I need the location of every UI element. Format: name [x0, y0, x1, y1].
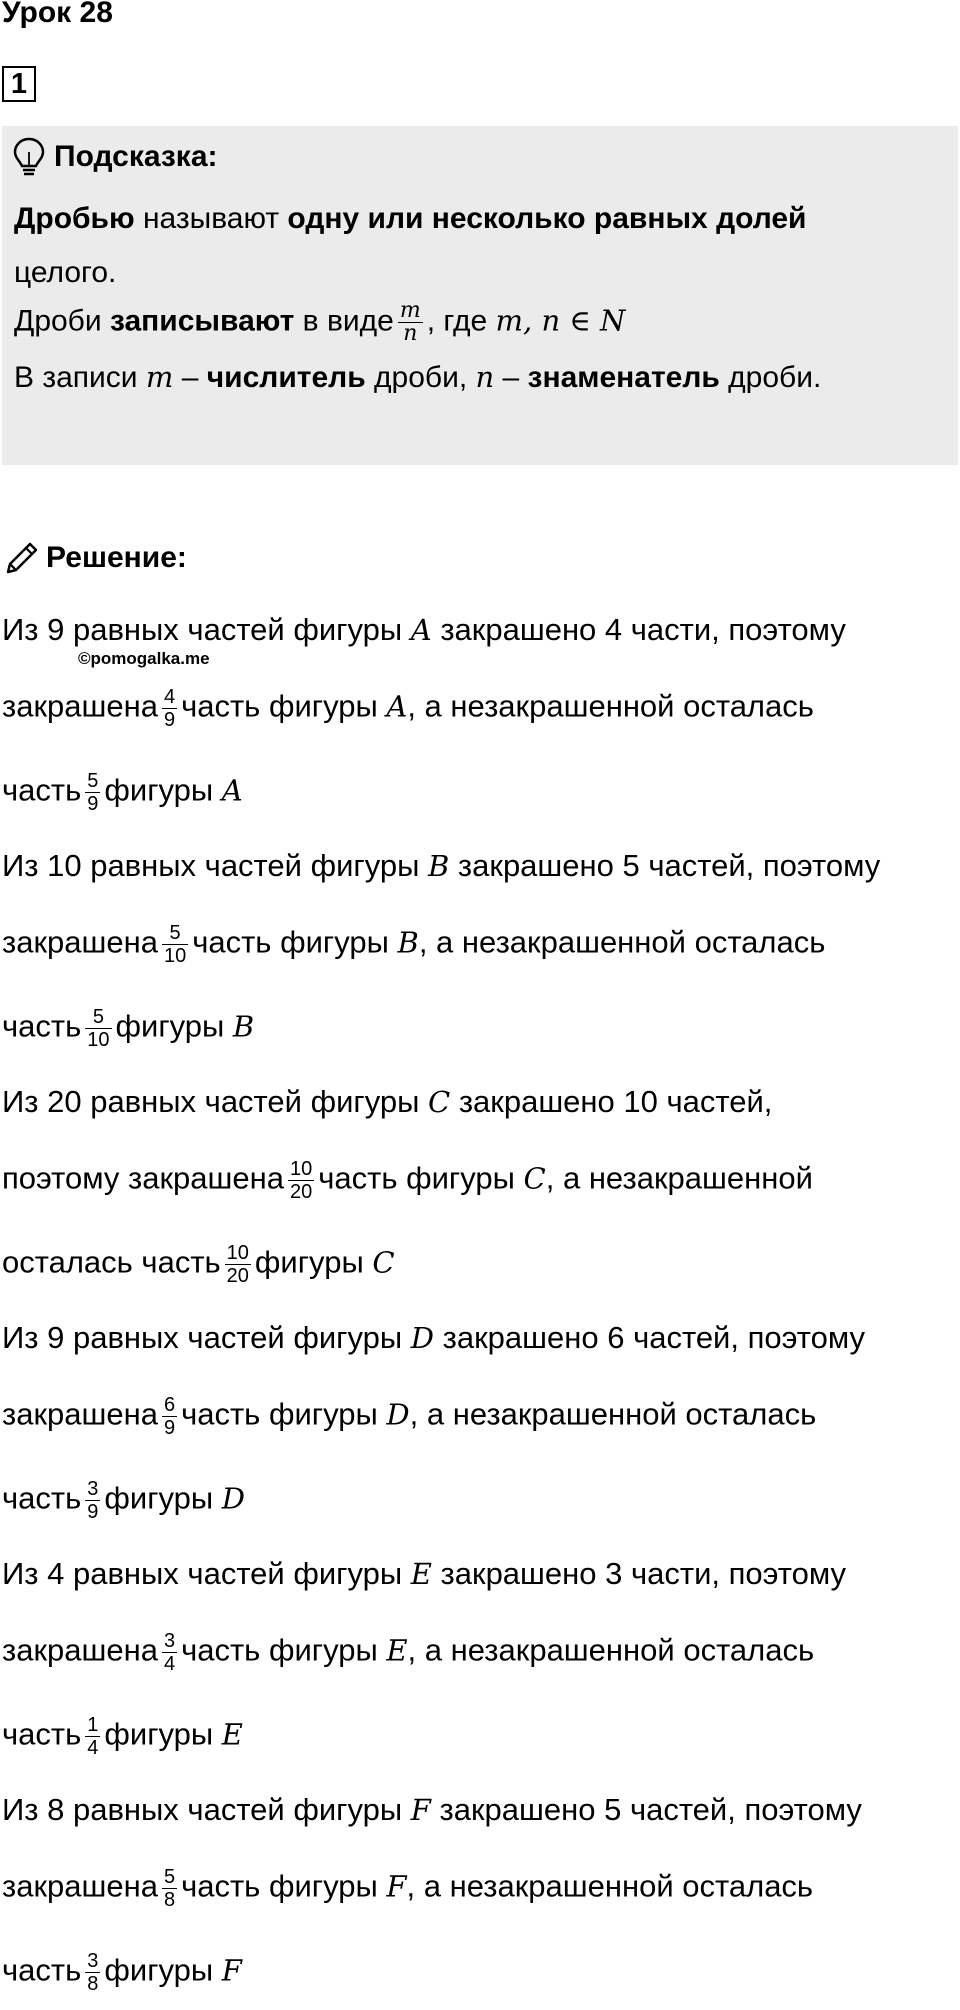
denominator: 8 — [163, 1889, 176, 1911]
text: часть — [2, 1480, 82, 1516]
pencil-icon — [4, 540, 40, 576]
hint-panel — [2, 126, 958, 465]
text: Дроби — [14, 304, 110, 338]
text: Из 4 равных частей фигуры — [2, 1556, 411, 1591]
text: часть фигуры — [192, 924, 398, 960]
term-denominator: знаменатель — [527, 361, 720, 394]
term-written: записывают — [109, 304, 295, 338]
fraction-shaded — [288, 1158, 314, 1203]
text: Из 8 равных частей фигуры — [2, 1792, 411, 1827]
text: закрашена — [2, 1396, 158, 1432]
text: часть фигуры — [181, 1868, 387, 1904]
text: часть — [2, 1716, 82, 1752]
denominator: 10 — [87, 1029, 110, 1051]
solution-line — [2, 1158, 813, 1203]
numerator: 5 — [163, 1866, 176, 1888]
figure-label: A — [410, 613, 432, 647]
text: , а незакрашенной осталась — [418, 924, 826, 960]
hint-title: Подсказка: — [54, 140, 218, 173]
solution-line — [2, 1630, 814, 1675]
denominator: 8 — [87, 1973, 99, 1995]
text: закрашена — [2, 688, 158, 724]
text: , а незакрашенной осталась — [407, 688, 814, 724]
figure-label: B — [397, 925, 419, 960]
denominator: 9 — [87, 793, 99, 815]
lightbulb-icon — [12, 136, 46, 178]
solution-line — [2, 610, 846, 650]
fraction-unshaded — [85, 1950, 100, 1995]
text: , а незакрашенной — [545, 1160, 813, 1196]
text: фигуры — [104, 772, 222, 808]
solution-line — [2, 1318, 865, 1358]
text: в виде — [294, 304, 394, 338]
fraction-unshaded — [225, 1242, 251, 1287]
denominator: 20 — [226, 1265, 249, 1287]
numerator: 1 — [87, 1714, 99, 1736]
text: дроби, — [365, 361, 476, 394]
text: Из 10 равных частей фигуры — [2, 848, 428, 883]
figure-label: F — [386, 1869, 407, 1904]
text: закрашено 5 частей, поэтому — [430, 1792, 862, 1827]
numerator: 10 — [226, 1242, 249, 1264]
task-number: 1 — [2, 66, 36, 102]
denominator: 9 — [163, 1417, 176, 1439]
numerator: 5 — [162, 922, 188, 945]
figure-label: F — [410, 1793, 431, 1827]
hint-line-1 — [14, 202, 807, 236]
text: часть фигуры — [318, 1160, 524, 1196]
fraction-unshaded — [85, 1478, 100, 1523]
figure-label: B — [428, 849, 450, 883]
solution-line — [2, 1478, 245, 1523]
solution-header — [4, 540, 187, 576]
solution-line — [2, 846, 880, 886]
solution-line — [2, 1950, 242, 1995]
solution-line — [2, 1866, 813, 1911]
figure-label: F — [221, 1953, 242, 1988]
var-n: n — [475, 360, 495, 394]
text: Из 9 равных частей фигуры — [2, 1320, 411, 1355]
fraction-shaded — [162, 1394, 177, 1439]
text: В записи — [14, 361, 146, 394]
text: фигуры — [115, 1008, 233, 1044]
solution-line — [2, 922, 825, 967]
hint-line-2: целого. — [14, 256, 117, 289]
fraction-m-n — [398, 300, 423, 345]
solution-line — [2, 1082, 772, 1122]
solution-line — [2, 1790, 862, 1830]
figure-label: C — [372, 1245, 395, 1280]
fraction-shaded — [162, 922, 188, 967]
text: часть фигуры — [181, 688, 387, 724]
denominator: 20 — [290, 1181, 313, 1203]
numerator: 5 — [85, 1006, 111, 1029]
text: дроби. — [719, 361, 822, 394]
text: часть — [2, 772, 82, 808]
denominator: 4 — [163, 1653, 176, 1675]
term-equal-parts: одну или несколько равных долей — [287, 202, 807, 235]
text: , а незакрашенной осталась — [406, 1868, 814, 1904]
term-fraction: Дробью — [14, 202, 135, 235]
figure-label: A — [386, 689, 408, 724]
solution-line — [2, 686, 814, 731]
numerator: 6 — [163, 1394, 176, 1416]
numerator: 10 — [290, 1158, 313, 1180]
figure-label: A — [221, 773, 243, 808]
text: закрашено 3 части, поэтому — [431, 1556, 847, 1591]
fraction-shaded — [162, 686, 177, 731]
text: закрашено 4 части, поэтому — [431, 612, 846, 647]
figure-label: D — [221, 1481, 246, 1516]
text: закрашено 6 частей, поэтому — [434, 1320, 866, 1355]
hint-header — [12, 136, 218, 178]
solution-line — [2, 1554, 846, 1594]
text: закрашена — [2, 1868, 158, 1904]
term-numerator: числитель — [206, 361, 366, 394]
text: поэтому закрашена — [2, 1160, 284, 1196]
text: часть фигуры — [181, 1632, 387, 1668]
watermark: ©pomogalka.me — [78, 649, 210, 668]
solution-line — [2, 770, 243, 815]
text: Из 20 равных частей фигуры — [2, 1084, 428, 1119]
numerator: 4 — [163, 686, 176, 708]
figure-label: E — [386, 1633, 408, 1668]
figure-label: E — [221, 1717, 243, 1752]
denominator: 10 — [163, 945, 187, 967]
math-expression: m, n ∈ N — [495, 303, 626, 338]
figure-label: C — [523, 1161, 546, 1196]
text: закрашена — [2, 924, 158, 960]
text: фигуры — [254, 1244, 373, 1280]
denominator: n — [403, 321, 418, 346]
solution-line — [2, 1242, 395, 1287]
hint-line-3 — [14, 300, 625, 345]
text: часть — [2, 1008, 82, 1044]
denominator: 9 — [87, 1501, 99, 1523]
lesson-title: Урок 28 — [2, 0, 113, 29]
numerator: 3 — [87, 1950, 99, 1972]
text: закрашено 10 частей, — [450, 1084, 773, 1119]
fraction-shaded — [162, 1630, 177, 1675]
denominator: 9 — [163, 709, 176, 731]
solution-line — [2, 1006, 254, 1051]
figure-label: D — [410, 1321, 435, 1355]
numerator: 3 — [163, 1630, 176, 1652]
text: закрашено 5 частей, поэтому — [449, 848, 881, 883]
fraction-unshaded — [85, 1006, 111, 1051]
text: , а незакрашенной осталась — [407, 1632, 815, 1668]
fraction-shaded — [162, 1866, 177, 1911]
numerator: m — [399, 298, 421, 323]
solution-title: Решение: — [46, 541, 187, 574]
dash: – — [173, 361, 207, 394]
figure-label: E — [410, 1557, 432, 1591]
text: часть фигуры — [181, 1396, 387, 1432]
figure-label: B — [232, 1009, 255, 1044]
text: фигуры — [104, 1480, 222, 1516]
text: Из 9 равных частей фигуры — [2, 612, 411, 647]
text: фигуры — [104, 1952, 222, 1988]
hint-line-4 — [14, 360, 821, 395]
text: осталась часть — [2, 1244, 221, 1280]
fraction-unshaded — [85, 1714, 100, 1759]
text: , а незакрашенной осталась — [409, 1396, 817, 1432]
fraction-unshaded — [85, 770, 100, 815]
text: фигуры — [104, 1716, 222, 1752]
text: называют — [134, 202, 288, 235]
dash: – — [494, 361, 528, 394]
denominator: 4 — [87, 1737, 99, 1759]
solution-line — [2, 1394, 816, 1439]
numerator: 5 — [87, 770, 99, 792]
solution-line — [2, 1714, 243, 1759]
text: закрашена — [2, 1632, 158, 1668]
figure-label: D — [386, 1397, 410, 1432]
figure-label: C — [428, 1085, 451, 1119]
var-m: m — [145, 360, 174, 394]
text: , где — [426, 304, 496, 338]
numerator: 3 — [87, 1478, 99, 1500]
text: часть — [2, 1952, 82, 1988]
